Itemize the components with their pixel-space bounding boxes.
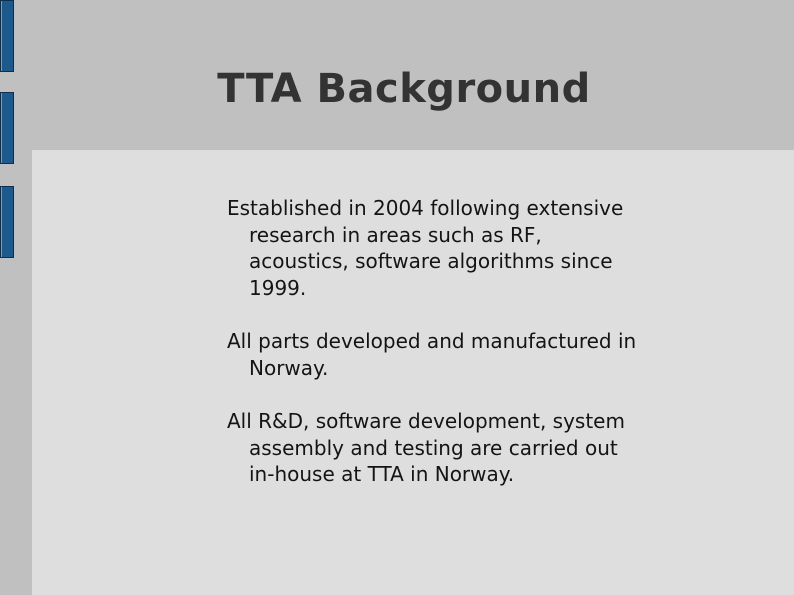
bullet-item-rnd: All R&D, software development, system assembly and testing are carried out in-house at TTA in Norway.: [227, 409, 625, 486]
bullet-item-established: Established in 2004 following extensive research in areas such as RF, acoustics, software algorithms since 1999.: [227, 196, 624, 300]
slide-title: TTA Background: [217, 66, 591, 112]
bullet-list: [227, 195, 647, 515]
accent-bar-bottom: [0, 186, 14, 258]
bullet-item-manufactured: All parts developed and manufactured in Norway.: [227, 329, 637, 380]
accent-bar-top: [0, 0, 14, 72]
